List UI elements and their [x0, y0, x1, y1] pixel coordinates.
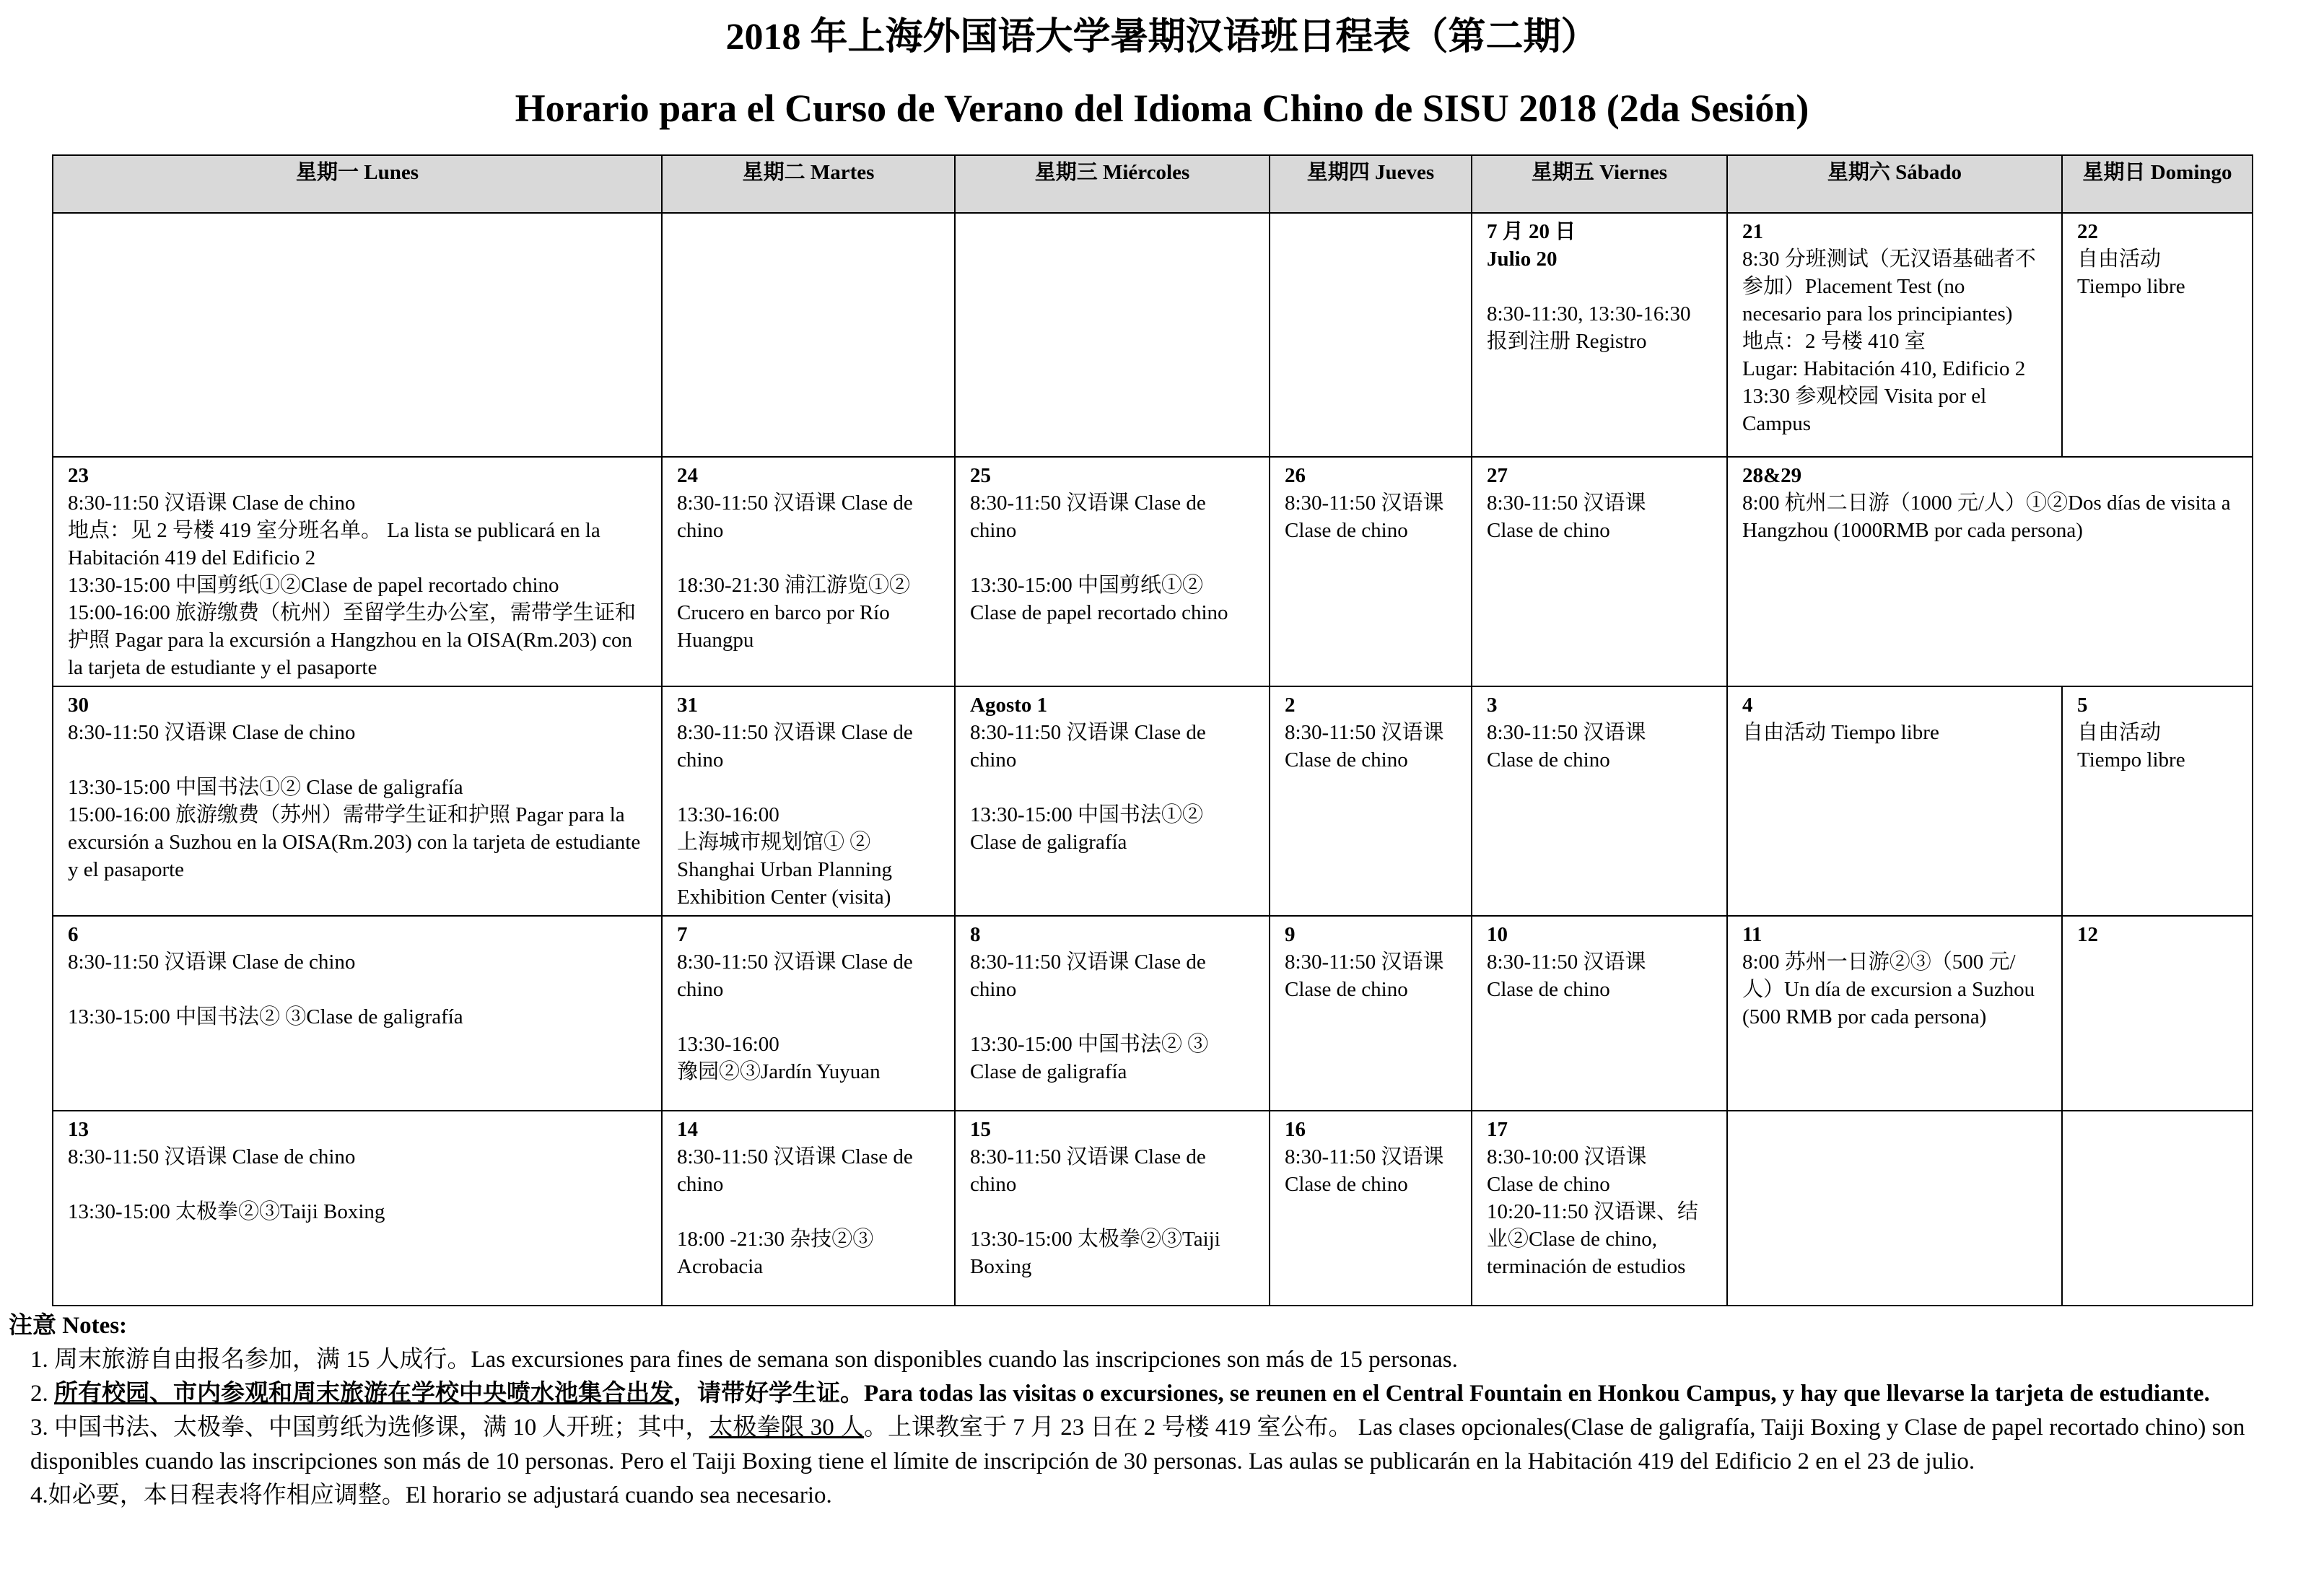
event-line: 8:30-11:50 汉语课 Clase de chino: [68, 1145, 356, 1168]
day-cell: [1727, 916, 2062, 1111]
header-friday: 星期五 Viernes: [1472, 155, 1727, 213]
event-line: [1487, 273, 1712, 300]
day-cell: [2062, 916, 2253, 1111]
note-2-number: 2.: [30, 1381, 54, 1407]
event-line: 8:30-11:50 汉语课 Clase de chino: [970, 950, 1206, 1001]
event-line: 8:30-11:50 汉语课 Clase de chino: [677, 491, 913, 542]
day-cell: [1727, 213, 2062, 457]
event-line: 8:30-11:50 汉语课 Clase de chino: [677, 721, 913, 772]
event-line: 18:30-21:30 浦江游览①② Crucero en barco por Río Huangpu: [677, 574, 911, 652]
event-line: 8:30-11:30, 13:30-16:30 报到注册 Registro: [1487, 302, 1691, 353]
day-number: 8: [970, 923, 981, 946]
event-line: 13:30-15:00 中国剪纸①②Clase de papel recortado chino: [68, 574, 559, 597]
event-line: 8:30-11:50 汉语课: [1487, 721, 1646, 744]
event-line: 15:00-16:00 旅游缴费（苏州）需带学生证和护照 Pagar para la excursión a Suzhou en la OISA(Rm.203) con la tarjeta de estudiante y el pasaporte: [68, 803, 641, 881]
event-line: 自由活动 Tiempo libre: [1742, 721, 1939, 744]
event-line: 8:30-11:50 汉语课 Clase de chino: [970, 1145, 1206, 1196]
day-cell: [1472, 457, 1727, 686]
day-number: 5: [2077, 694, 2088, 717]
event-line: [68, 976, 647, 1003]
note-3: [9, 1411, 2311, 1479]
day-number: 12: [2077, 923, 2098, 946]
day-cell: [53, 213, 662, 457]
note-4: 4.如必要，本日程表将作相应调整。El horario se adjustará cuando sea necesario.: [30, 1482, 832, 1508]
day-cell: [1472, 1111, 1727, 1306]
day-cell: [1270, 213, 1472, 457]
title-block: [0, 12, 2324, 139]
event-line: 8:30-11:50 汉语课 Clase de chino: [1285, 1145, 1444, 1196]
title-spanish: Horario para el Curso de Verano del Idioma Chino de SISU 2018 (2da Sesión): [515, 87, 1809, 130]
event-line: 地点：见 2 号楼 419 室分班名单。 La lista se publicará en la Habitación 419 del Edificio 2: [68, 519, 600, 569]
event-line: 8:00 苏州一日游②③（500 元/人）Un día de excursion a Suzhou (500 RMB por cada persona): [1742, 950, 2035, 1028]
day-number: 14: [677, 1118, 698, 1141]
day-cell: [2062, 1111, 2253, 1306]
day-number: 21: [1742, 220, 1763, 243]
day-cell: [53, 1111, 662, 1306]
day-number: 6: [68, 923, 79, 946]
event-line: [970, 1198, 1254, 1225]
event-line: Clase de chino: [1487, 1173, 1610, 1196]
header-wednesday: 星期三 Miércoles: [955, 155, 1270, 213]
event-line: 13:30-15:00 中国书法② ③Clase de galigrafía: [68, 1005, 463, 1028]
day-cell: [1727, 686, 2062, 916]
day-cell: [662, 1111, 955, 1306]
day-cell: [662, 686, 955, 916]
event-line: 8:30-11:50 汉语课 Clase de chino: [68, 491, 356, 515]
event-line: 8:30-11:50 汉语课 Clase de chino: [68, 721, 356, 744]
event-line: 8:30-11:50 汉语课 Clase de chino: [68, 950, 356, 974]
event-line: 13:30-15:00 中国剪纸①② Clase de papel recortado chino: [970, 574, 1228, 624]
event-line: 13:30-16:00: [677, 1033, 779, 1056]
day-cell: [1727, 457, 2253, 686]
event-line: 8:30-11:50 汉语课: [1487, 950, 1646, 974]
day-number: 11: [1742, 923, 1762, 946]
event-line: 8:30-11:50 汉语课 Clase de chino: [1285, 721, 1444, 772]
day-number: 15: [970, 1118, 991, 1141]
week-row: [53, 213, 2253, 457]
schedule-table: [52, 154, 2253, 1306]
event-line: 8:30-11:50 汉语课 Clase de chino: [677, 1145, 913, 1196]
day-number: 22: [2077, 220, 2098, 243]
day-cell: [662, 213, 955, 457]
event-line: [677, 1198, 940, 1225]
day-number: 2: [1285, 694, 1296, 717]
event-line: Tiempo libre: [2077, 275, 2185, 298]
header-tuesday: 星期二 Martes: [662, 155, 955, 213]
day-cell: [955, 457, 1270, 686]
day-number: 25: [970, 464, 991, 487]
day-cell: [955, 686, 1270, 916]
week-row: [53, 686, 2253, 916]
note-3-text-a: 3. 中国书法、太极拳、中国剪纸为选修课，满 10 人开班；其中，: [30, 1415, 709, 1441]
day-cell: [2062, 686, 2253, 916]
event-line: 13:30-15:00 太极拳②③Taiji Boxing: [68, 1200, 385, 1223]
note-2-text: ，请带好学生证。Para todas las visitas o excursiones, se reunen en el Central Fountain en Honkou Campus, y hay que llevarse la tarjeta de estudiante.: [673, 1381, 2210, 1407]
header-saturday: 星期六 Sábado: [1727, 155, 2062, 213]
event-line: Tiempo libre: [2077, 748, 2185, 772]
event-line: 15:00-16:00 旅游缴费（杭州）至留学生办公室，需带学生证和护照 Pagar para la excursión a Hangzhou en la OISA(Rm.203) con la tarjeta de estudiante y el pasaporte: [68, 601, 637, 679]
day-cell: [955, 1111, 1270, 1306]
day-cell: [1270, 916, 1472, 1111]
day-cell: [662, 916, 955, 1111]
week-row: [53, 457, 2253, 686]
day-number: 13: [68, 1118, 89, 1141]
week-row: [53, 916, 2253, 1111]
event-line: 8:30-11:50 汉语课: [1487, 491, 1646, 515]
day-number: 28&29: [1742, 464, 1802, 487]
day-number: 3: [1487, 694, 1498, 717]
day-number: Agosto 1: [970, 694, 1048, 717]
event-line: 上海城市规划馆① ② Shanghai Urban Planning Exhibition Center (visita): [677, 831, 893, 909]
event-line: Clase de chino: [1487, 519, 1610, 542]
day-cell: [53, 686, 662, 916]
event-line: 8:30-11:50 汉语课 Clase de chino: [970, 721, 1206, 772]
header-row: [53, 155, 2253, 213]
day-cell: [1472, 213, 1727, 457]
week-row: [53, 1111, 2253, 1306]
day-number: 26: [1285, 464, 1306, 487]
event-line: 8:30-11:50 汉语课 Clase de chino: [970, 491, 1206, 542]
event-line: [68, 746, 647, 774]
header-thursday: 星期四 Jueves: [1270, 155, 1472, 213]
event-line: Clase de chino: [1487, 748, 1610, 772]
event-line: 13:30-15:00 太极拳②③Taiji Boxing: [970, 1228, 1220, 1278]
notes-heading: 注意 Notes:: [9, 1313, 128, 1339]
event-line: 18:00 -21:30 杂技②③ Acrobacia: [677, 1228, 874, 1278]
event-line: [970, 774, 1254, 801]
day-number: 10: [1487, 923, 1508, 946]
event-line: [970, 1003, 1254, 1031]
event-line: [68, 1171, 647, 1198]
event-line: 13:30-15:00 中国书法①② Clase de galigrafía: [68, 776, 463, 799]
note-3-underlined: 太极拳限 30 人: [709, 1415, 864, 1441]
event-line: 自由活动: [2077, 248, 2162, 271]
day-number: 17: [1487, 1118, 1508, 1141]
day-cell: [1472, 916, 1727, 1111]
day-cell: [955, 916, 1270, 1111]
day-cell: [1270, 457, 1472, 686]
event-line: 豫园②③Jardín Yuyuan: [677, 1060, 881, 1083]
day-cell: [53, 457, 662, 686]
day-cell: [1727, 1111, 2062, 1306]
event-line: Lugar: Habitación 410, Edificio 2: [1742, 357, 2026, 380]
day-number: 31: [677, 694, 698, 717]
day-number: 23: [68, 464, 89, 487]
event-line: [677, 1003, 940, 1031]
header-monday: 星期一 Lunes: [53, 155, 662, 213]
day-number: 16: [1285, 1118, 1306, 1141]
note-2: [9, 1377, 2311, 1411]
note-1: 1. 周末旅游自由报名参加，满 15 人成行。Las excursiones para fines de semana son disponibles cuando las inscripciones son más de 15 personas.: [30, 1347, 1458, 1373]
note-2-underlined: 所有校园、市内参观和周末旅游在学校中央喷水池集合出发: [54, 1381, 673, 1407]
event-line: [677, 774, 940, 801]
event-line: 13:30-16:00: [677, 803, 779, 826]
day-number: 24: [677, 464, 698, 487]
day-number: 7 月 20 日 Julio 20: [1487, 220, 1576, 271]
day-cell: [1270, 1111, 1472, 1306]
note-3-text-b: 。上课教室于 7 月 23 日在 2 号楼 419 室公布。 Las clases opcionales(Clase de galigrafía, Taiji Boxing y Clase de papel recortado chino) son disponibles cuando las inscripciones son más de 10 personas. Pero el Taiji Boxing tiene el límite de inscripción de 30 personas. Las aulas se publicarán en la Habitación 419 del Edificio 2 en el 23 de julio.: [30, 1415, 2245, 1474]
day-number: 27: [1487, 464, 1508, 487]
header-sunday: 星期日 Domingo: [2062, 155, 2253, 213]
day-number: 9: [1285, 923, 1296, 946]
event-line: 8:00 杭州二日游（1000 元/人）①②Dos días de visita a Hangzhou (1000RMB por cada persona): [1742, 491, 2231, 542]
day-cell: [1472, 686, 1727, 916]
event-line: 地点：2 号楼 410 室: [1742, 330, 1926, 353]
day-number: 7: [677, 923, 688, 946]
event-line: 8:30-11:50 汉语课 Clase de chino: [1285, 950, 1444, 1001]
notes-section: [9, 1309, 2311, 1513]
event-line: 13:30 参观校园 Visita por el Campus: [1742, 385, 1987, 435]
event-line: 8:30-11:50 汉语课 Clase de chino: [1285, 491, 1444, 542]
day-number: 30: [68, 694, 89, 717]
day-cell: [2062, 213, 2253, 457]
event-line: Clase de chino: [1487, 978, 1610, 1001]
day-cell: [662, 457, 955, 686]
event-line: 自由活动: [2077, 721, 2162, 744]
event-line: 8:30-11:50 汉语课 Clase de chino: [677, 950, 913, 1001]
day-cell: [53, 916, 662, 1111]
event-line: [970, 544, 1254, 572]
day-number: 4: [1742, 694, 1753, 717]
event-line: 10:20-11:50 汉语课、结业②Clase de chino, terminación de estudios: [1487, 1200, 1698, 1278]
event-line: [677, 544, 940, 572]
day-cell: [955, 213, 1270, 457]
event-line: 8:30 分班测试（无汉语基础者不参加）Placement Test (no necesario para los principiantes): [1742, 248, 2036, 325]
title-chinese: 2018 年上海外国语大学暑期汉语班日程表（第二期）: [725, 17, 1599, 58]
event-line: 13:30-15:00 中国书法①② Clase de galigrafía: [970, 803, 1204, 854]
event-line: 8:30-10:00 汉语课: [1487, 1145, 1647, 1168]
day-cell: [1270, 686, 1472, 916]
event-line: 13:30-15:00 中国书法② ③ Clase de galigrafía: [970, 1033, 1209, 1083]
